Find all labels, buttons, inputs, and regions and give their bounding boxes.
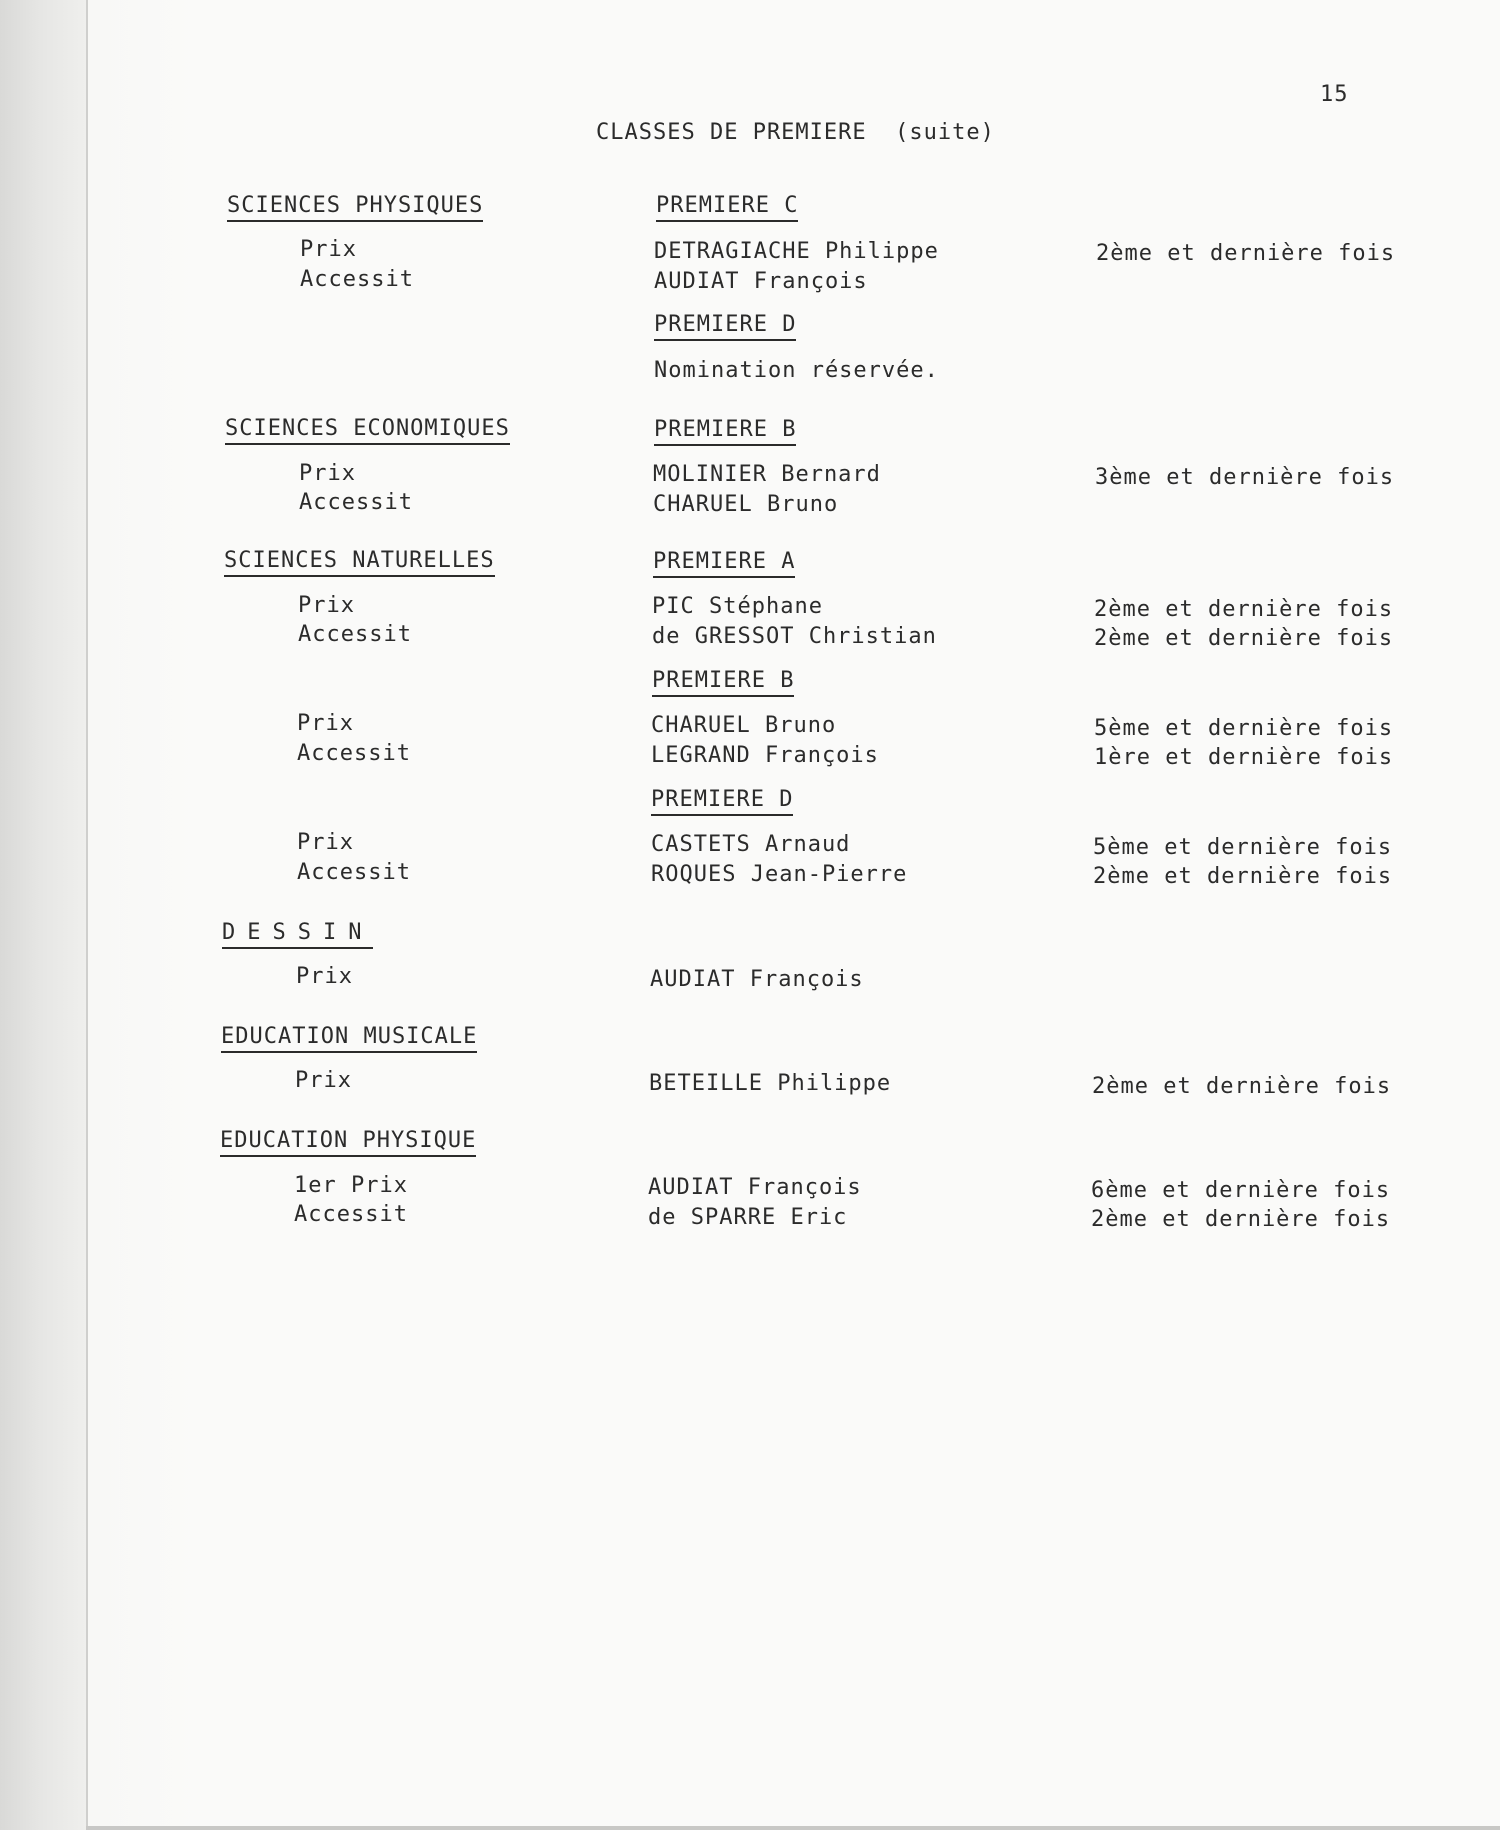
page-number: 15 xyxy=(1320,82,1349,107)
subject-heading: EDUCATION PHYSIQUE xyxy=(220,1128,476,1157)
award-note: 1ère et dernière fois xyxy=(1094,745,1394,770)
award-label: Prix xyxy=(297,711,354,736)
award-note: 2ème et dernière fois xyxy=(1091,1207,1391,1232)
class-heading: PREMIERE B xyxy=(654,417,796,446)
award-label: 1er Prix xyxy=(294,1173,408,1198)
student-name: AUDIAT François xyxy=(648,1175,862,1200)
award-label: Accessit xyxy=(299,490,413,515)
award-label: Accessit xyxy=(294,1202,408,1227)
award-note: 5ème et dernière fois xyxy=(1094,716,1394,741)
award-label: Prix xyxy=(297,830,354,855)
student-name: CHARUEL Bruno xyxy=(653,492,839,517)
award-note: 2ème et dernière fois xyxy=(1096,241,1396,266)
student-name: CHARUEL Bruno xyxy=(651,713,837,738)
student-name: de SPARRE Eric xyxy=(648,1205,848,1230)
student-name: AUDIAT François xyxy=(650,967,864,992)
class-heading: PREMIERE A xyxy=(653,549,795,578)
award-label: Prix xyxy=(295,1068,352,1093)
award-label: Prix xyxy=(298,593,355,618)
page-binding xyxy=(0,0,86,1830)
class-heading: PREMIERE C xyxy=(656,193,798,222)
subject-heading: DESSIN xyxy=(222,920,373,949)
student-name: de GRESSOT Christian xyxy=(652,624,937,649)
subject-heading: SCIENCES PHYSIQUES xyxy=(227,193,483,222)
award-label: Prix xyxy=(299,461,356,486)
class-heading: PREMIERE B xyxy=(652,668,794,697)
award-note: 5ème et dernière fois xyxy=(1093,835,1393,860)
subject-heading: SCIENCES ECONOMIQUES xyxy=(225,416,510,445)
award-note: 3ème et dernière fois xyxy=(1095,465,1395,490)
student-name: MOLINIER Bernard xyxy=(653,462,881,487)
page-fold xyxy=(86,0,88,1830)
student-name: PIC Stéphane xyxy=(652,594,823,619)
award-label: Prix xyxy=(300,237,357,262)
student-name: CASTETS Arnaud xyxy=(651,832,851,857)
award-note: 2ème et dernière fois xyxy=(1094,626,1394,651)
award-note: 2ème et dernière fois xyxy=(1094,597,1394,622)
page-title: CLASSES DE PREMIERE (suite) xyxy=(596,120,995,145)
student-name: LEGRAND François xyxy=(651,743,879,768)
award-label: Accessit xyxy=(297,860,411,885)
award-label: Prix xyxy=(296,964,353,989)
award-label: Accessit xyxy=(297,741,411,766)
student-name: ROQUES Jean-Pierre xyxy=(651,862,908,887)
award-note: 2ème et dernière fois xyxy=(1092,1074,1392,1099)
page-bottom-edge xyxy=(86,1826,1500,1830)
award-label: Accessit xyxy=(298,622,412,647)
student-name: DETRAGIACHE Philippe xyxy=(654,239,939,264)
subject-heading: SCIENCES NATURELLES xyxy=(224,548,495,577)
award-note: 6ème et dernière fois xyxy=(1091,1178,1391,1203)
nomination-note: Nomination réservée. xyxy=(654,358,939,383)
subject-heading: EDUCATION MUSICALE xyxy=(221,1024,477,1053)
award-note: 2ème et dernière fois xyxy=(1093,864,1393,889)
award-label: Accessit xyxy=(300,267,414,292)
student-name: BETEILLE Philippe xyxy=(649,1071,892,1096)
student-name: AUDIAT François xyxy=(654,269,868,294)
class-heading: PREMIERE D xyxy=(651,787,793,816)
class-heading: PREMIERE D xyxy=(654,312,796,341)
